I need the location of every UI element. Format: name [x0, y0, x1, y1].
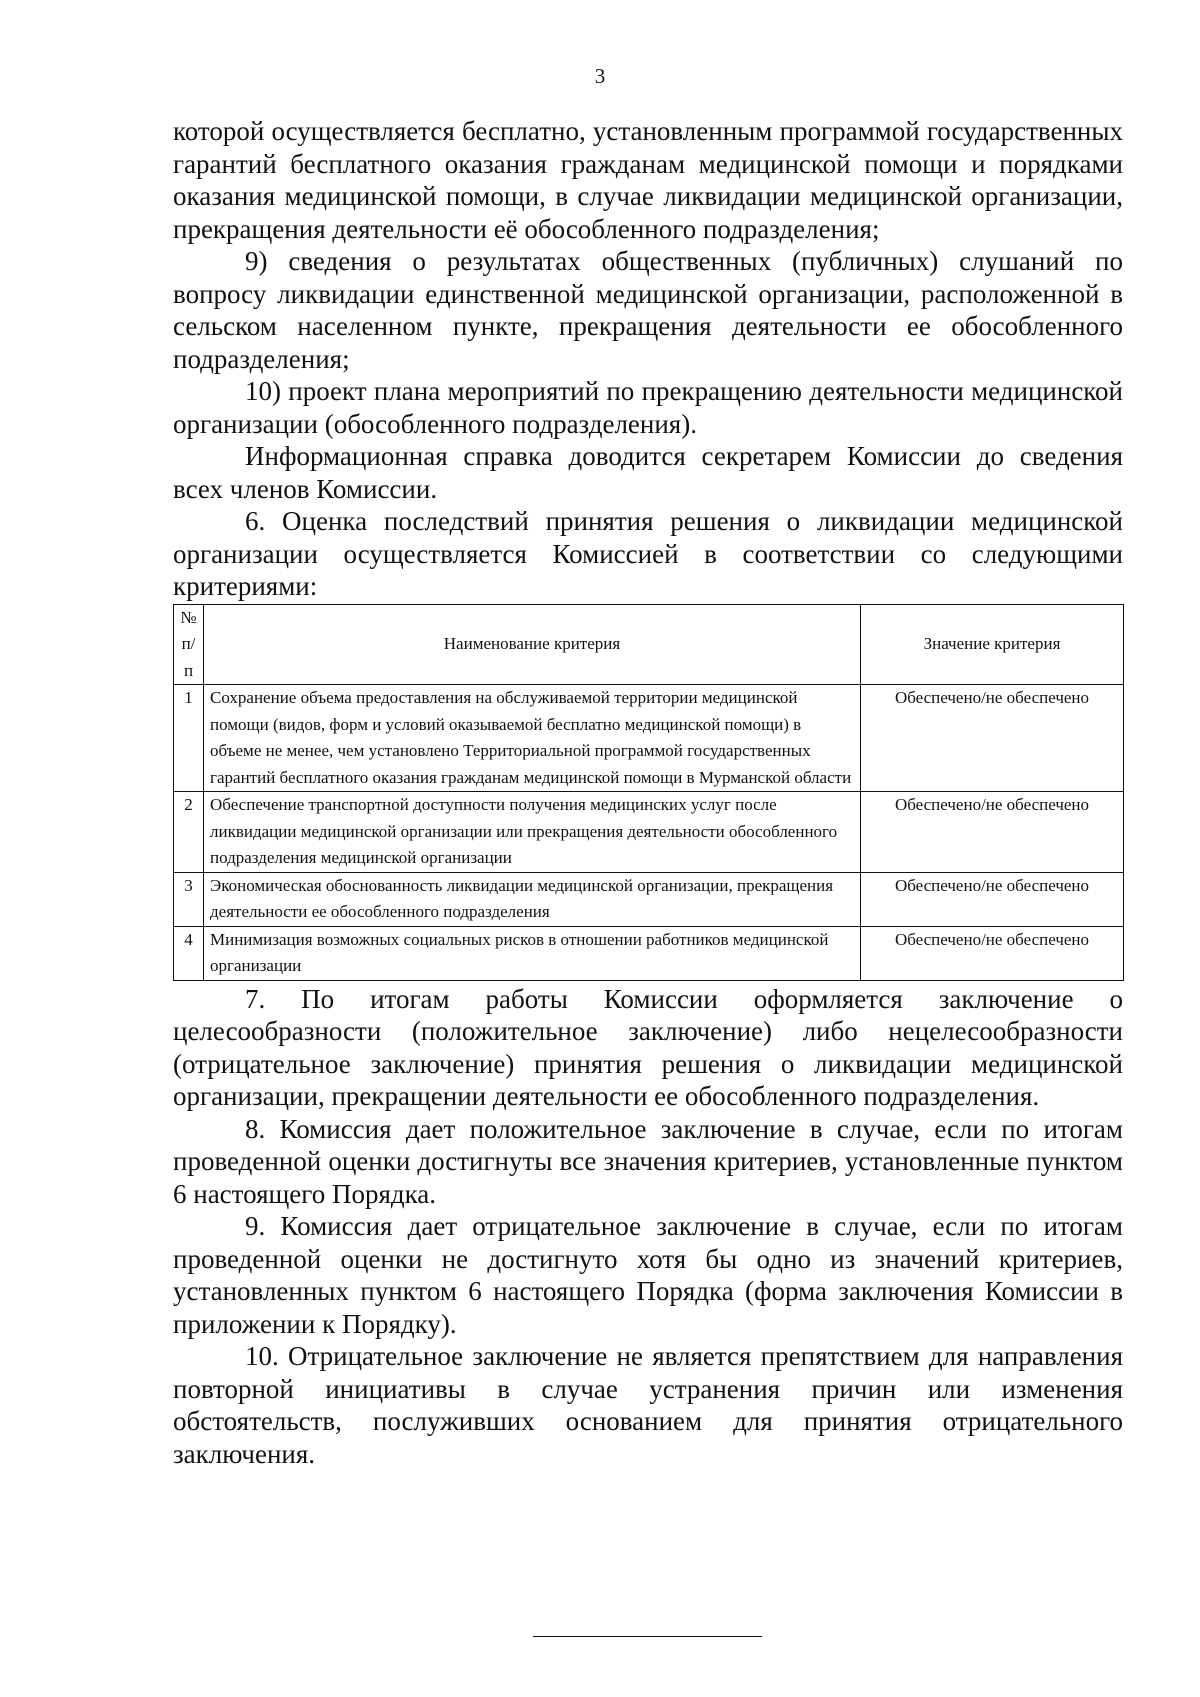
row-criterion-name: Минимизация возможных социальных рисков в отношении работников медицинской организации [204, 926, 861, 980]
row-num: 4 [174, 926, 204, 980]
paragraph-item-10: 10) проект плана мероприятий по прекращению деятельности медицинской организации (обособленного подразделения). [173, 376, 1123, 439]
criteria-table-header-row [174, 604, 1124, 685]
criteria-table [173, 604, 1124, 981]
row-criterion-value: Обеспечено/не обеспечено [861, 685, 1124, 792]
paragraph-clause-9: 9. Комиссия дает отрицательное заключение в случае, если по итогам проведенной оценки не достигнуто хотя бы одно из значений критериев, установленных пунктом 6 настоящего Порядка (форма заключения Комиссии в приложении к Порядку). [173, 1211, 1123, 1339]
paragraph-clause-7: 7. По итогам работы Комиссии оформляется заключение о целесообразности (положительное заключение) либо нецелесообразности (отрицательное заключение) принятия решения о ликвидации медицинской организации, прекращении деятельности ее обособленного подразделения. [173, 983, 1123, 1111]
paragraph-item-9: 9) сведения о результатах общественных (публичных) слушаний по вопросу ликвидации единственной медицинской организации, расположенной в сельском населенном пункте, прекращения деятельности ее обособленного подразделения; [173, 246, 1123, 374]
row-num: 2 [174, 792, 204, 873]
paragraph-clause-8: 8. Комиссия дает положительное заключение в случае, если по итогам проведенной оценки достигнуты все значения критериев, установленные пунктом 6 настоящего Порядка. [173, 1113, 1123, 1209]
row-criterion-value: Обеспечено/не обеспечено [861, 792, 1124, 873]
page-number: 3 [594, 64, 606, 88]
paragraph-continuation: которой осуществляется бесплатно, установленным программой государственных гарантий бесплатного оказания гражданам медицинской помощи и порядками оказания медицинской помощи, в случае ликвидации медицинской организации, прекращения деятельности её обособленного подразделения; [173, 116, 1123, 244]
closing-divider-line [533, 1636, 762, 1637]
row-criterion-name: Сохранение объема предоставления на обслуживаемой территории медицинской помощи (видов, форм и условий оказываемой бесплатно медицинской помощи) в объеме не менее, чем установлено Территориальной программой государственных гарантий бесплатного оказания гражданам медицинской помощи в Мурманской области [204, 685, 861, 792]
paragraph-clause-6: 6. Оценка последствий принятия решения о ликвидации медицинской организации осуществляется Комиссией в соответствии со следующими критериями: [173, 506, 1123, 601]
paragraph-clause-10: 10. Отрицательное заключение не является препятствием для направления повторной инициативы в случае устранения причин или изменения обстоятельств, послуживших основанием для принятия отрицательного заключения. [173, 1341, 1123, 1469]
row-criterion-value: Обеспечено/не обеспечено [861, 872, 1124, 926]
row-num: 1 [174, 685, 204, 792]
row-criterion-name: Обеспечение транспортной доступности получения медицинских услуг после ликвидации медицинской организации или прекращения деятельности обособленного подразделения медицинской организации [204, 792, 861, 873]
row-num: 3 [174, 872, 204, 926]
header-criterion-name: Наименование критерия [204, 604, 861, 685]
document-body [173, 115, 1123, 1470]
table-row [174, 685, 1124, 792]
table-row [174, 872, 1124, 926]
row-criterion-name: Экономическая обоснованность ликвидации медицинской организации, прекращения деятельности ее обособленного подразделения [204, 872, 861, 926]
row-criterion-value: Обеспечено/не обеспечено [861, 926, 1124, 980]
header-num: № п/п [174, 604, 204, 685]
header-criterion-value: Значение критерия [861, 604, 1124, 685]
paragraph-info-note: Информационная справка доводится секретарем Комиссии до сведения всех членов Комиссии. [173, 441, 1123, 504]
table-row [174, 926, 1124, 980]
table-row [174, 792, 1124, 873]
